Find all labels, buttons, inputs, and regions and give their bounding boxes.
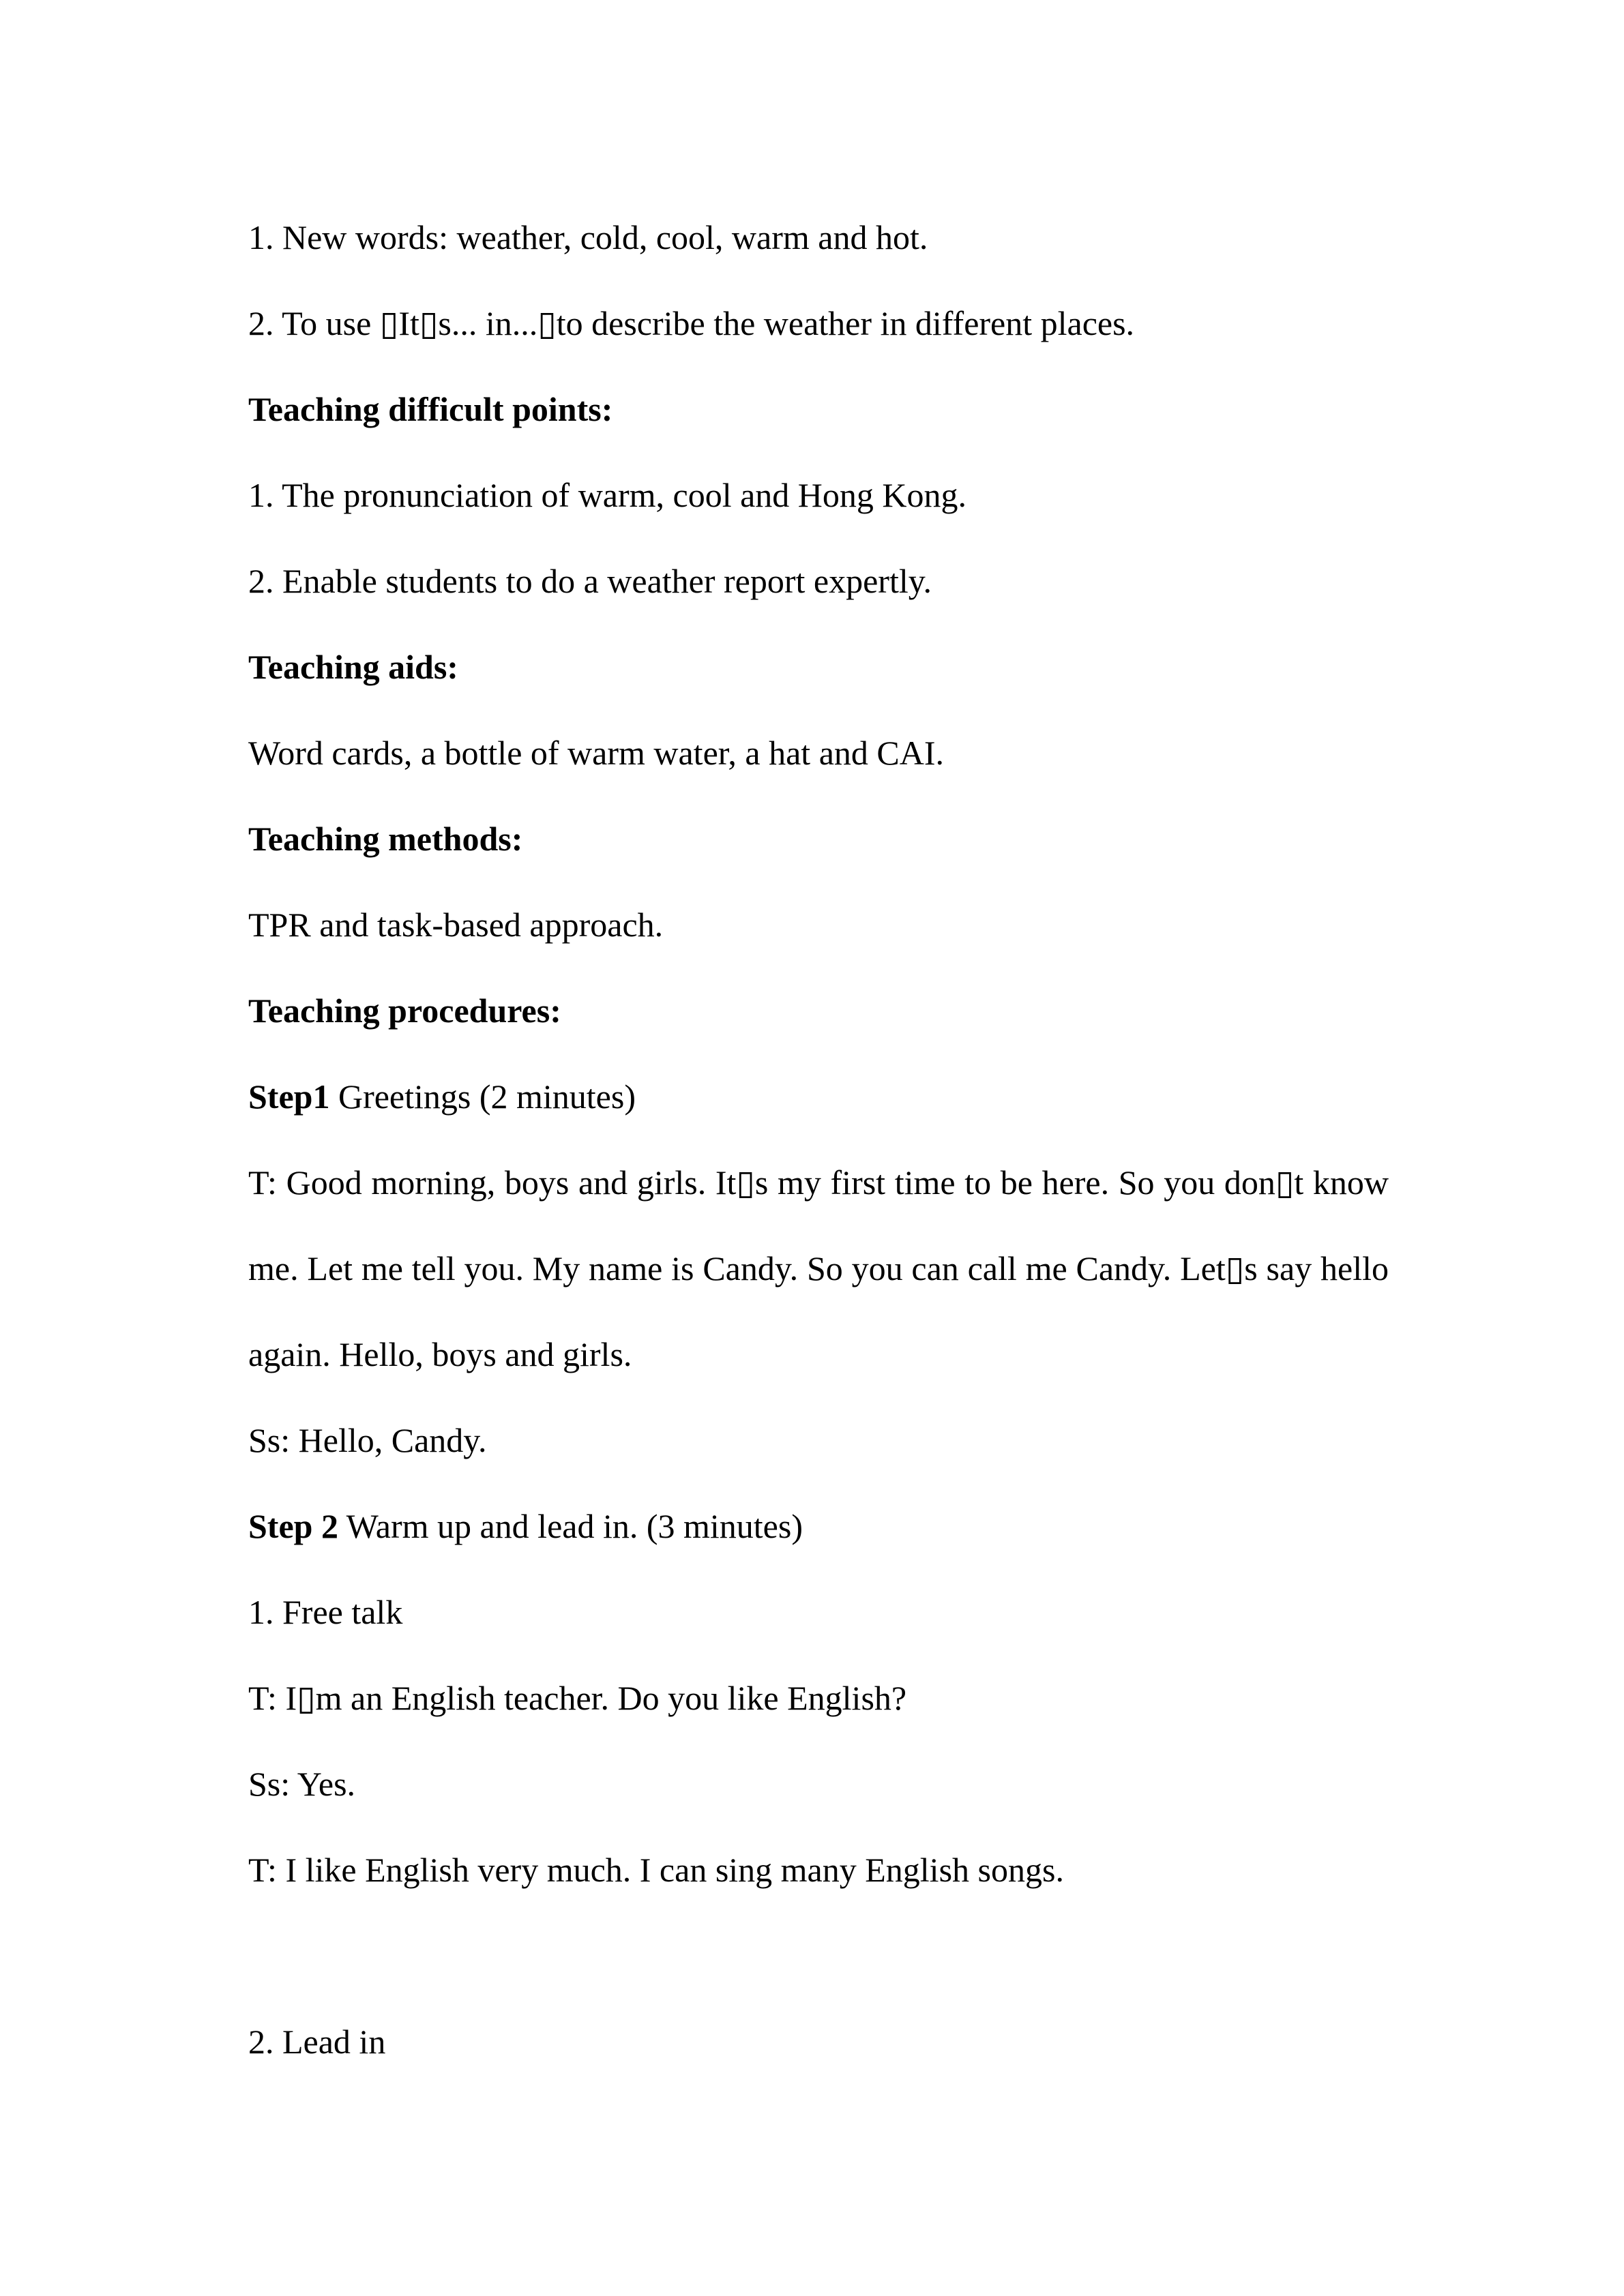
difficult-points-heading: Teaching difficult points: [248, 390, 613, 428]
teaching-procedures-heading: Teaching procedures: [248, 992, 561, 1030]
objective-item: 1. New words: weather, cold, cool, warm and hot. [248, 218, 928, 256]
step2-heading [248, 1506, 1389, 1547]
step2-students-dialogue: Ss: Yes. [248, 1765, 356, 1803]
step1-teacher-dialogue: T: Good morning, boys and girls. It▯s my first time to be here. So you don▯t know me. Let me tell you. My name is Candy. So you can call me Candy. Let▯s say hello again. Hello, boys and girls. [248, 1163, 1389, 1373]
teaching-methods-heading: Teaching methods: [248, 820, 523, 858]
teaching-aids-heading: Teaching aids: [248, 648, 458, 686]
step1-heading [248, 1076, 1389, 1117]
step2-teacher-dialogue: T: I▯m an English teacher. Do you like English? [248, 1679, 907, 1717]
step1-students-dialogue: Ss: Hello, Candy. [248, 1421, 487, 1459]
step1-label: Step1 [248, 1077, 330, 1116]
difficult-point-item: 1. The pronunciation of warm, cool and Hong Kong. [248, 476, 967, 514]
blank-line [248, 1935, 1389, 1976]
step2-subheading-free-talk: 1. Free talk [248, 1593, 403, 1631]
teaching-methods-text: TPR and task-based approach. [248, 906, 664, 944]
teaching-aids-text: Word cards, a bottle of warm water, a hat and CAI. [248, 734, 944, 772]
step2-label: Step 2 [248, 1507, 338, 1545]
step1-title: Greetings (2 minutes) [329, 1077, 636, 1116]
difficult-point-item: 2. Enable students to do a weather report expertly. [248, 562, 932, 600]
objective-item: 2. To use ▯It▯s... in...▯to describe the weather in different places. [248, 304, 1135, 342]
step2-subheading-lead-in: 2. Lead in [248, 2023, 386, 2061]
document-body [248, 217, 1389, 2107]
step2-teacher-dialogue: T: I like English very much. I can sing many English songs. [248, 1851, 1064, 1889]
step2-title: Warm up and lead in. (3 minutes) [338, 1507, 803, 1545]
